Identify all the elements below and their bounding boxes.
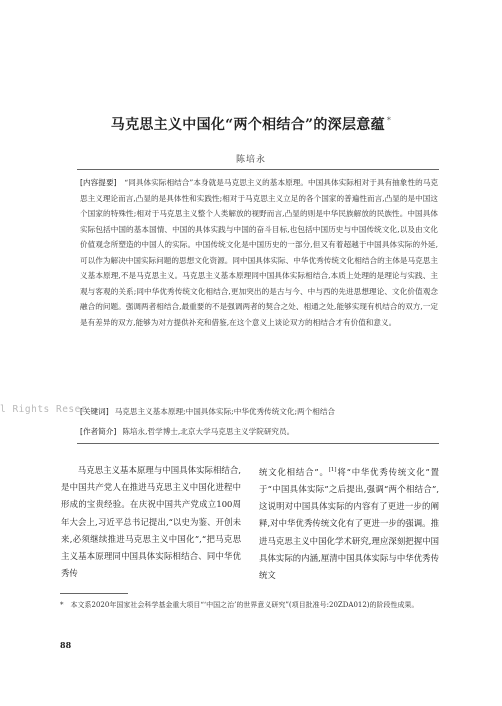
keywords-text: 马克思主义基本原理;中国具体实际;中华优秀传统文化;两个相结合 (114, 407, 336, 416)
article-author: 陈培永 (235, 155, 266, 165)
keywords-line (80, 406, 438, 417)
article-title (0, 114, 502, 134)
page-number: 88 (60, 640, 72, 650)
body-column-right (259, 462, 439, 584)
keywords-label: [关键词] (80, 407, 109, 416)
footnote-text: * 本文系2020年国家社会科学基金重大项目“‘中国之治’的世界意义研究”(项目批准号:20ZDA012)的阶段性成果。 (60, 601, 419, 609)
body-paragraph-right (259, 462, 439, 584)
author-info-text: 陈培永,哲学博士,北京大学马克思主义学院研究员。 (122, 427, 295, 436)
abstract-label: [内容提要] (80, 178, 117, 187)
abstract-block (80, 175, 438, 330)
title-footnote-mark: * (386, 116, 392, 126)
watermark-text: l Rights Reser (0, 404, 88, 415)
body-right-after-ref: 将“中华优秀传统文化”置于“中国具体实际”之后提出,强调“两个相结合”,这说明对中国具体实际的内容有了更进一步的阐释,对中华优秀传统文化有了更进一步的强调。推进马克思主义中国化学术研究,理应深刻把握中国具体实际的内涵,厘清中国具体实际与中华优秀传统文 (259, 466, 440, 581)
reference-mark: [1] (328, 467, 337, 473)
abstract-text: “同具体实际相结合”本身就是马克思主义的基本原理。中国具体实际相对于具有抽象性的马克思主义理论而言,凸显的是具体性和实践性;相对于马克思主义立足的各个国家的普遍性而言,凸显的是中国这个国家的特殊性;相对于马克思主义整个人类解放的视野而言,凸显的则是中华民族解放的民族性。中国具体实际包括中国的基本国情、中国的具体实践与中国的奋斗目标,也包括中国历史与中国传统文化,以及由文化价值观念所塑造的中国人的实际。中国传统文化是中国历史的一部分,但又有着超越于中国具体实际的外延,可以作为解决中国实际问题的思想文化资源。同中国具体实际、中华优秀传统文化相结合的主体是马克思主义基本原理,不是马克思主义。马克思主义基本原理同中国具体实际相结合,本质上处理的是理论与实践、主观与客观的关系;同中华优秀传统文化相结合,更加突出的是古与今、中与西的先进思想理论、文化价值观念融合的问题。强调两者相结合,最重要的不是强调两者的契合之处、相通之处,能够实现有机结合的双方,一定是有差异的双方,能够为对方提供补充和借鉴,在这个意义上谈论双方的相结合才有价值和意义。 (80, 178, 438, 327)
author-info-label: [作者简介] (80, 427, 117, 436)
abstract-top-rule (77, 169, 439, 170)
body-right-before-ref: 统文化相结合”。 (259, 466, 329, 477)
footnote-rule (60, 593, 128, 594)
article-title-text: 马克思主义中国化“两个相结合”的深层意蕴 (110, 117, 385, 133)
body-paragraph-left: 马克思主义基本原理与中国具体实际相结合,是中国共产党人在推进马克思主义中国化进程中形成的宝贵经验。在庆祝中国共产党成立100周年大会上,习近平总书记提出,“以史为鉴、开创未来,必须继续推进马克思主义中国化”,“把马克思主义基本原理同中国具体实际相结合、同中华优秀传 (61, 465, 241, 579)
author-info-line (80, 426, 438, 437)
abstract-bottom-rule (77, 443, 439, 444)
body-column-left (61, 462, 241, 582)
